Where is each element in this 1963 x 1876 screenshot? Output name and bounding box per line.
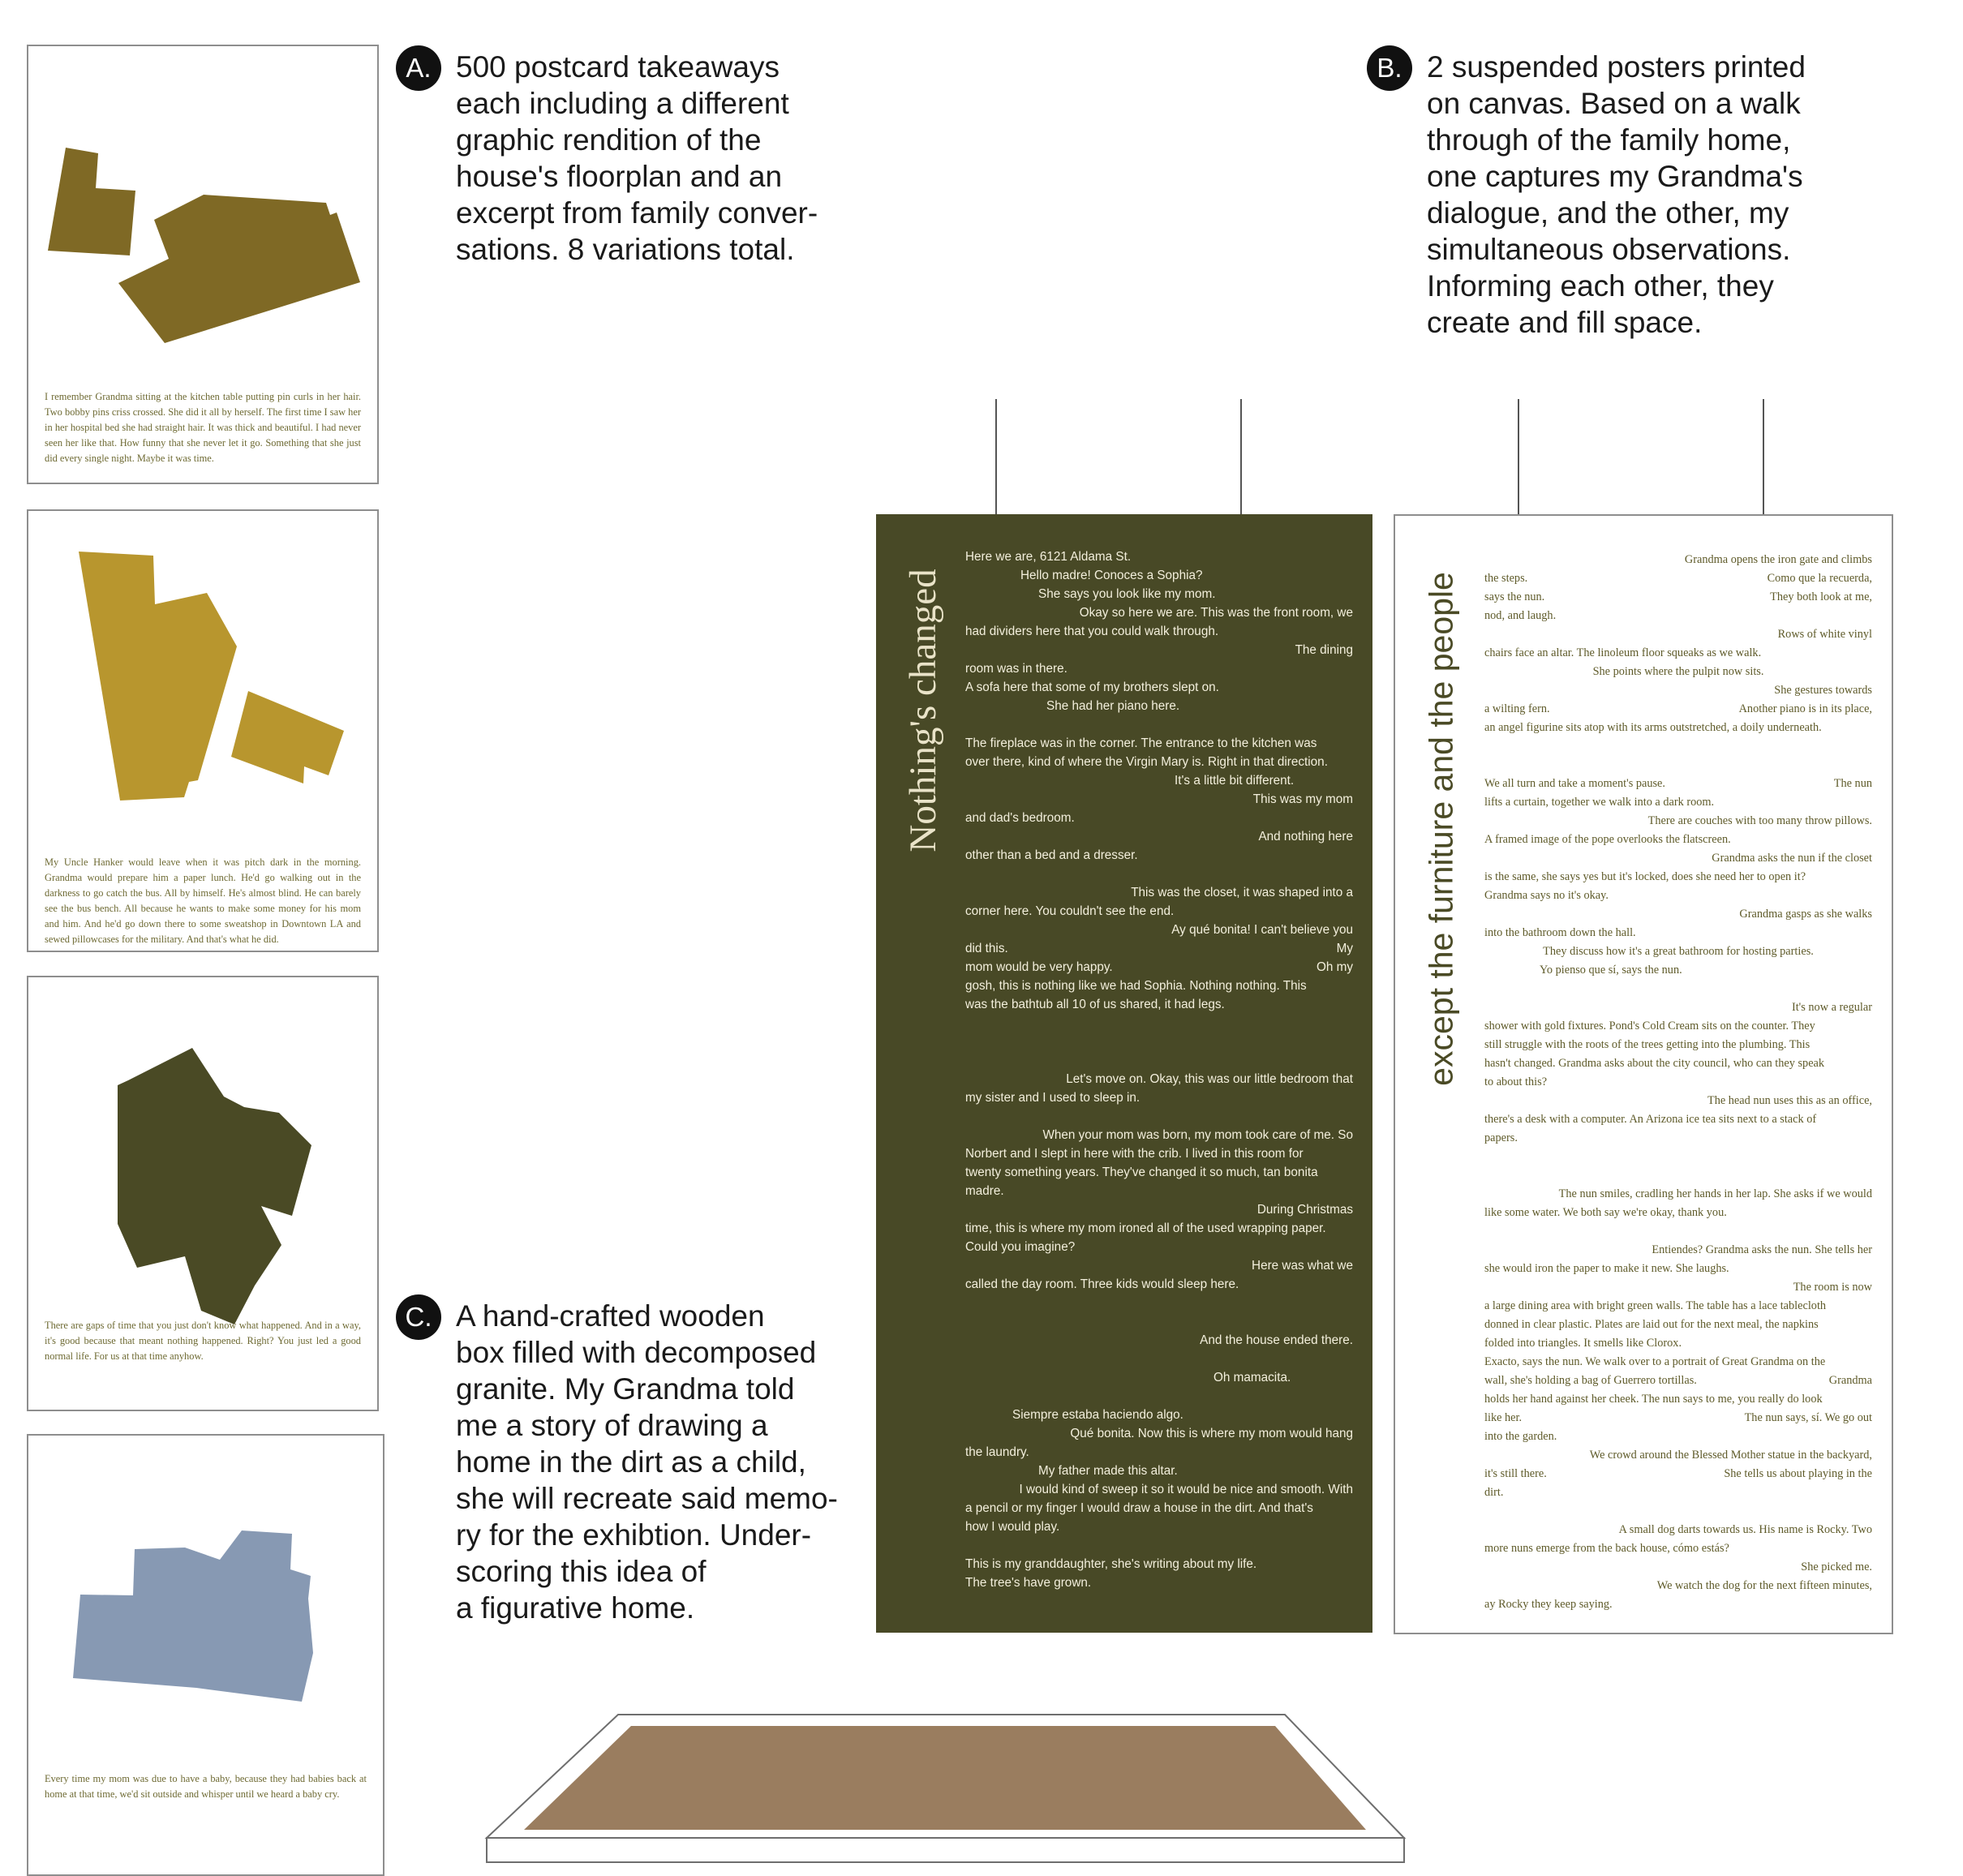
text-line — [1484, 700, 1872, 719]
text-line — [1484, 569, 1872, 588]
text-line-left: mom would be very happy. — [965, 960, 1113, 974]
text-line-left: did this. — [965, 942, 1008, 955]
text-line-left: like her. — [1484, 1411, 1523, 1424]
text-line: She says you look like my mom. — [1038, 587, 1216, 601]
text-line: my sister and I used to sleep in. — [965, 1091, 1140, 1105]
text-line: Qué bonita. Now this is where my mom would hang — [1070, 1427, 1353, 1440]
text-line: Okay so here we are. This was the front room, we — [1079, 606, 1353, 620]
text-line: She picked me. — [1801, 1560, 1872, 1573]
text-line: The fireplace was in the corner. The entrance to the kitchen was — [965, 736, 1317, 750]
text-line: Entiendes? Grandma asks the nun. She tells her — [1652, 1243, 1872, 1256]
label-b-text: 2 suspended posters printed on canvas. Based on a walk through of the family home, one captures my Grandma's dialogue, and the other, my simultaneous observations. Informing each other, they create and fill space. — [1427, 50, 1806, 339]
text-line: Grandma says no it's okay. — [1484, 889, 1609, 902]
text-line: is the same, she says yes but it's locked, does she need her to open it? — [1484, 870, 1806, 883]
text-line: Ay qué bonita! I can't believe you — [1171, 923, 1353, 937]
postcard-quote: My Uncle Hanker would leave when it was pitch dark in the morning. Grandma would prepare him a paper lunch. He'd go walking out in the darkness to go catch the bus. All by himself. He's almost blind. He can barely see the bus bench. All because he wants to make some money for his mom and him. And he'd go down there to some sweatshop in Downtown LA and sewed pillowcases for the military. And that's what he did. — [45, 856, 361, 945]
label-a-text: 500 postcard takeaways each including a different graphic rendition of the house's floorplan and an excerpt from family conver- sations. 8 variations total. — [456, 50, 818, 266]
text-line — [1484, 775, 1872, 793]
text-line: and dad's bedroom. — [965, 811, 1075, 825]
text-line: nod, and laugh. — [1484, 609, 1557, 622]
text-line: shower with gold fixtures. Pond's Cold Cream sits on the counter. They — [1484, 1020, 1815, 1032]
text-line — [1484, 1166, 1872, 1185]
floorplan-shape-4 — [28, 1436, 384, 1876]
text-line — [965, 1014, 1353, 1032]
text-line: My father made this altar. — [1038, 1464, 1178, 1478]
text-line: folded into triangles. It smells like Clorox. — [1484, 1337, 1682, 1350]
label-c-marker: C. — [396, 1294, 441, 1340]
text-line-left: it's still there. — [1484, 1467, 1547, 1480]
text-line-right: The nun says, sí. We go out — [1744, 1411, 1872, 1424]
postcard-2 — [27, 509, 379, 952]
text-line-right: Another piano is in its place, — [1738, 702, 1872, 715]
decomposed-granite — [524, 1726, 1366, 1830]
text-line — [1484, 1409, 1872, 1427]
text-line — [965, 1294, 1353, 1312]
text-line: The head nun uses this as an office, — [1707, 1094, 1872, 1107]
text-line: There are couches with too many throw pillows. — [1647, 814, 1872, 827]
text-line: I would kind of sweep it so it would be nice and smooth. With — [1019, 1483, 1353, 1496]
text-line: Let's move on. Okay, this was our little bedroom that — [1066, 1072, 1353, 1086]
text-line: Exacto, says the nun. We walk over to a portrait of Great Grandma on the — [1484, 1355, 1826, 1368]
text-line: chairs face an altar. The linoleum floor squeaks as we walk. — [1484, 646, 1762, 659]
text-line: The tree's have grown. — [965, 1576, 1092, 1590]
text-line-right: Oh my — [1316, 960, 1353, 974]
text-line: The room is now — [1793, 1281, 1872, 1294]
text-line-right: The nun — [1833, 777, 1872, 790]
poster-observations-text — [1484, 551, 1872, 1614]
text-line-right: Como que la recuerda, — [1767, 572, 1872, 585]
text-line: Norbert and I slept in here with the crib. I lived in this room for — [965, 1147, 1304, 1161]
text-line: room was in there. — [965, 662, 1067, 676]
text-line — [1484, 1148, 1872, 1166]
text-line: ay Rocky they keep saying. — [1484, 1598, 1613, 1611]
postcard-quote: There are gaps of time that you just don't know what happened. And in a way, it's good because that meant nothing happened. Right? You just led a good normal life. For us at that time anyhow. — [45, 1320, 361, 1362]
text-line: And nothing here — [1258, 830, 1353, 844]
text-line-right: She tells us about playing in the — [1724, 1467, 1872, 1480]
text-line: Grandma gasps as she walks — [1739, 908, 1872, 921]
text-line-left: wall, she's holding a bag of Guerrero tortillas. — [1484, 1374, 1697, 1387]
text-line: We watch the dog for the next fifteen minutes, — [1656, 1579, 1872, 1592]
text-line — [965, 939, 1353, 958]
text-line: Grandma asks the nun if the closet — [1712, 852, 1872, 865]
text-line: there's a desk with a computer. An Arizona ice tea sits next to a stack of — [1484, 1113, 1817, 1126]
text-line: Yo pienso que sí, says the nun. — [1540, 964, 1682, 977]
text-line — [1484, 980, 1872, 998]
text-line: A sofa here that some of my brothers slept on. — [965, 680, 1219, 694]
text-line: The nun smiles, cradling her hands in her lap. She asks if we would — [1558, 1187, 1872, 1200]
label-c — [396, 1298, 838, 1626]
text-line — [965, 1032, 1353, 1051]
postcard-1 — [27, 45, 379, 484]
text-line: Grandma opens the iron gate and climbs — [1684, 553, 1872, 566]
text-line: corner here. You couldn't see the end. — [965, 904, 1175, 918]
text-line: A framed image of the pope overlooks the flatscreen. — [1484, 833, 1731, 846]
label-a — [396, 49, 818, 268]
text-line: madre. — [965, 1184, 1004, 1198]
text-line: Could you imagine? — [965, 1240, 1076, 1254]
text-line: During Christmas — [1256, 1203, 1353, 1217]
text-line: This is my granddaughter, she's writing about my life. — [965, 1557, 1257, 1571]
text-line — [965, 1350, 1353, 1368]
text-line: she would iron the paper to make it new. She laughs. — [1484, 1262, 1729, 1275]
postcard-4 — [27, 1434, 384, 1876]
text-line: When your mom was born, my mom took care of me. So — [1042, 1128, 1353, 1142]
text-line: A small dog darts towards us. His name is Rocky. Two — [1618, 1523, 1872, 1536]
suspension-wire — [995, 399, 997, 514]
text-line-left: says the nun. — [1484, 590, 1545, 603]
suspension-wire — [1240, 399, 1242, 514]
text-line — [1484, 1465, 1872, 1483]
text-line: had dividers here that you could walk through. — [965, 625, 1219, 638]
text-line — [965, 1107, 1353, 1126]
text-line — [965, 1051, 1353, 1070]
text-line: how I would play. — [965, 1520, 1060, 1534]
text-line: still struggle with the roots of the trees getting into the plumbing. This — [1484, 1038, 1811, 1051]
text-line — [1484, 1372, 1872, 1390]
suspension-wire — [1763, 399, 1764, 514]
text-line: more nuns emerge from the back house, cómo estás? — [1484, 1542, 1729, 1555]
label-c-text: A hand-crafted wooden box filled with decomposed granite. My Grandma told me a story of drawing a home in the dirt as a child, she will recreate said memo- ry for the exhibtion. Under- scoring this idea of a figurative home. — [456, 1299, 838, 1625]
text-line — [1484, 1502, 1872, 1521]
text-line: Siempre estaba haciendo algo. — [1012, 1408, 1183, 1422]
granite-box — [479, 1711, 1413, 1864]
text-line — [965, 958, 1353, 977]
text-line: dirt. — [1484, 1486, 1504, 1499]
text-line — [965, 1387, 1353, 1406]
text-line: other than a bed and a dresser. — [965, 848, 1138, 862]
text-line: the laundry. — [965, 1445, 1029, 1459]
text-line: into the bathroom down the hall. — [1484, 926, 1636, 939]
label-b-marker: B. — [1367, 45, 1412, 91]
text-line-left: a wilting fern. — [1484, 702, 1550, 715]
text-line: This was my mom — [1252, 792, 1353, 806]
text-line: She had her piano here. — [1046, 699, 1180, 713]
text-line: holds her hand against her cheek. The nun says to me, you really do look — [1484, 1393, 1823, 1406]
text-line: She gestures towards — [1774, 684, 1872, 697]
text-line: Hello madre! Conoces a Sophia? — [1020, 569, 1203, 582]
text-line: twenty something years. They've changed it so much, tan bonita — [965, 1166, 1318, 1179]
text-line: They discuss how it's a great bathroom for hosting parties. — [1543, 945, 1814, 958]
text-line: donned in clear plastic. Plates are laid out for the next meal, the napkins — [1484, 1318, 1819, 1331]
text-line-left: We all turn and take a moment's pause. — [1484, 777, 1665, 790]
text-line: time, this is where my mom ironed all of the used wrapping paper. — [965, 1221, 1326, 1235]
text-line: papers. — [1484, 1131, 1518, 1144]
text-line: And the house ended there. — [1200, 1333, 1353, 1347]
text-line — [965, 1536, 1353, 1555]
text-line: This was the closet, it was shaped into a — [1131, 886, 1353, 899]
label-b — [1367, 49, 1806, 341]
poster-dialogue — [876, 514, 1372, 1633]
text-line — [1484, 588, 1872, 607]
text-line — [965, 1312, 1353, 1331]
text-line — [965, 715, 1353, 734]
text-line: Here was what we — [1252, 1259, 1353, 1273]
text-line: lifts a curtain, together we walk into a dark room. — [1484, 796, 1715, 809]
text-line — [965, 865, 1353, 883]
text-line: into the garden. — [1484, 1430, 1557, 1443]
text-line: She points where the pulpit now sits. — [1592, 665, 1764, 678]
poster-observations-title: except the furniture and the people — [1422, 572, 1460, 1086]
text-line: Here we are, 6121 Aldama St. — [965, 550, 1132, 564]
text-line: called the day room. Three kids would sleep here. — [965, 1277, 1239, 1291]
text-line: was the bathtub all 10 of us shared, it had legs. — [965, 998, 1225, 1011]
label-a-marker: A. — [396, 45, 441, 91]
postcard-quote: I remember Grandma sitting at the kitchen table putting pin curls in her hair. Two bobby pins criss crossed. She did it all by herself. The first time I saw her in her hospital bed she had straight hair. It was thick and beautiful. I had never seen her like that. How funny that she never let it go. Something that she just did every single night. Maybe it was time. — [45, 391, 361, 464]
text-line — [1484, 1222, 1872, 1241]
text-line-left: the steps. — [1484, 572, 1528, 585]
text-line-right: My — [1336, 942, 1353, 955]
text-line: over there, kind of where the Virgin Mary is. Right in that direction. — [965, 755, 1328, 769]
postcard-quote: Every time my mom was due to have a baby, because they had babies back at home at that time, we'd sit outside and whisper until we heard a baby cry. — [45, 1773, 367, 1800]
postcard-3 — [27, 976, 379, 1411]
text-line-right: Grandma — [1828, 1374, 1872, 1387]
text-line — [1484, 756, 1872, 775]
text-line — [1484, 737, 1872, 756]
poster-observations — [1394, 514, 1893, 1634]
text-line: a large dining area with bright green walls. The table has a lace tablecloth — [1484, 1299, 1827, 1312]
text-line: Oh mamacita. — [1213, 1371, 1291, 1384]
text-line: like some water. We both say we're okay, thank you. — [1484, 1206, 1727, 1219]
text-line: to about this? — [1484, 1075, 1548, 1088]
text-line-right: They both look at me, — [1770, 590, 1872, 603]
suspension-wire — [1518, 399, 1519, 514]
poster-dialogue-text — [965, 547, 1353, 1592]
poster-dialogue-title: Nothing's changed — [902, 569, 944, 852]
text-line: It's now a regular — [1791, 1001, 1872, 1014]
text-line: Rows of white vinyl — [1777, 628, 1872, 641]
text-line: We crowd around the Blessed Mother statue in the backyard, — [1589, 1449, 1872, 1462]
text-line: hasn't changed. Grandma asks about the city council, who can they speak — [1484, 1057, 1825, 1070]
text-line: The dining — [1295, 643, 1353, 657]
text-line: an angel figurine sits atop with its arms outstretched, a doily underneath. — [1484, 721, 1822, 734]
text-line: gosh, this is nothing like we had Sophia. Nothing nothing. This — [965, 979, 1307, 993]
text-line: a pencil or my finger I would draw a house in the dirt. And that's — [965, 1501, 1313, 1515]
text-line: It's a little bit different. — [1175, 774, 1295, 788]
